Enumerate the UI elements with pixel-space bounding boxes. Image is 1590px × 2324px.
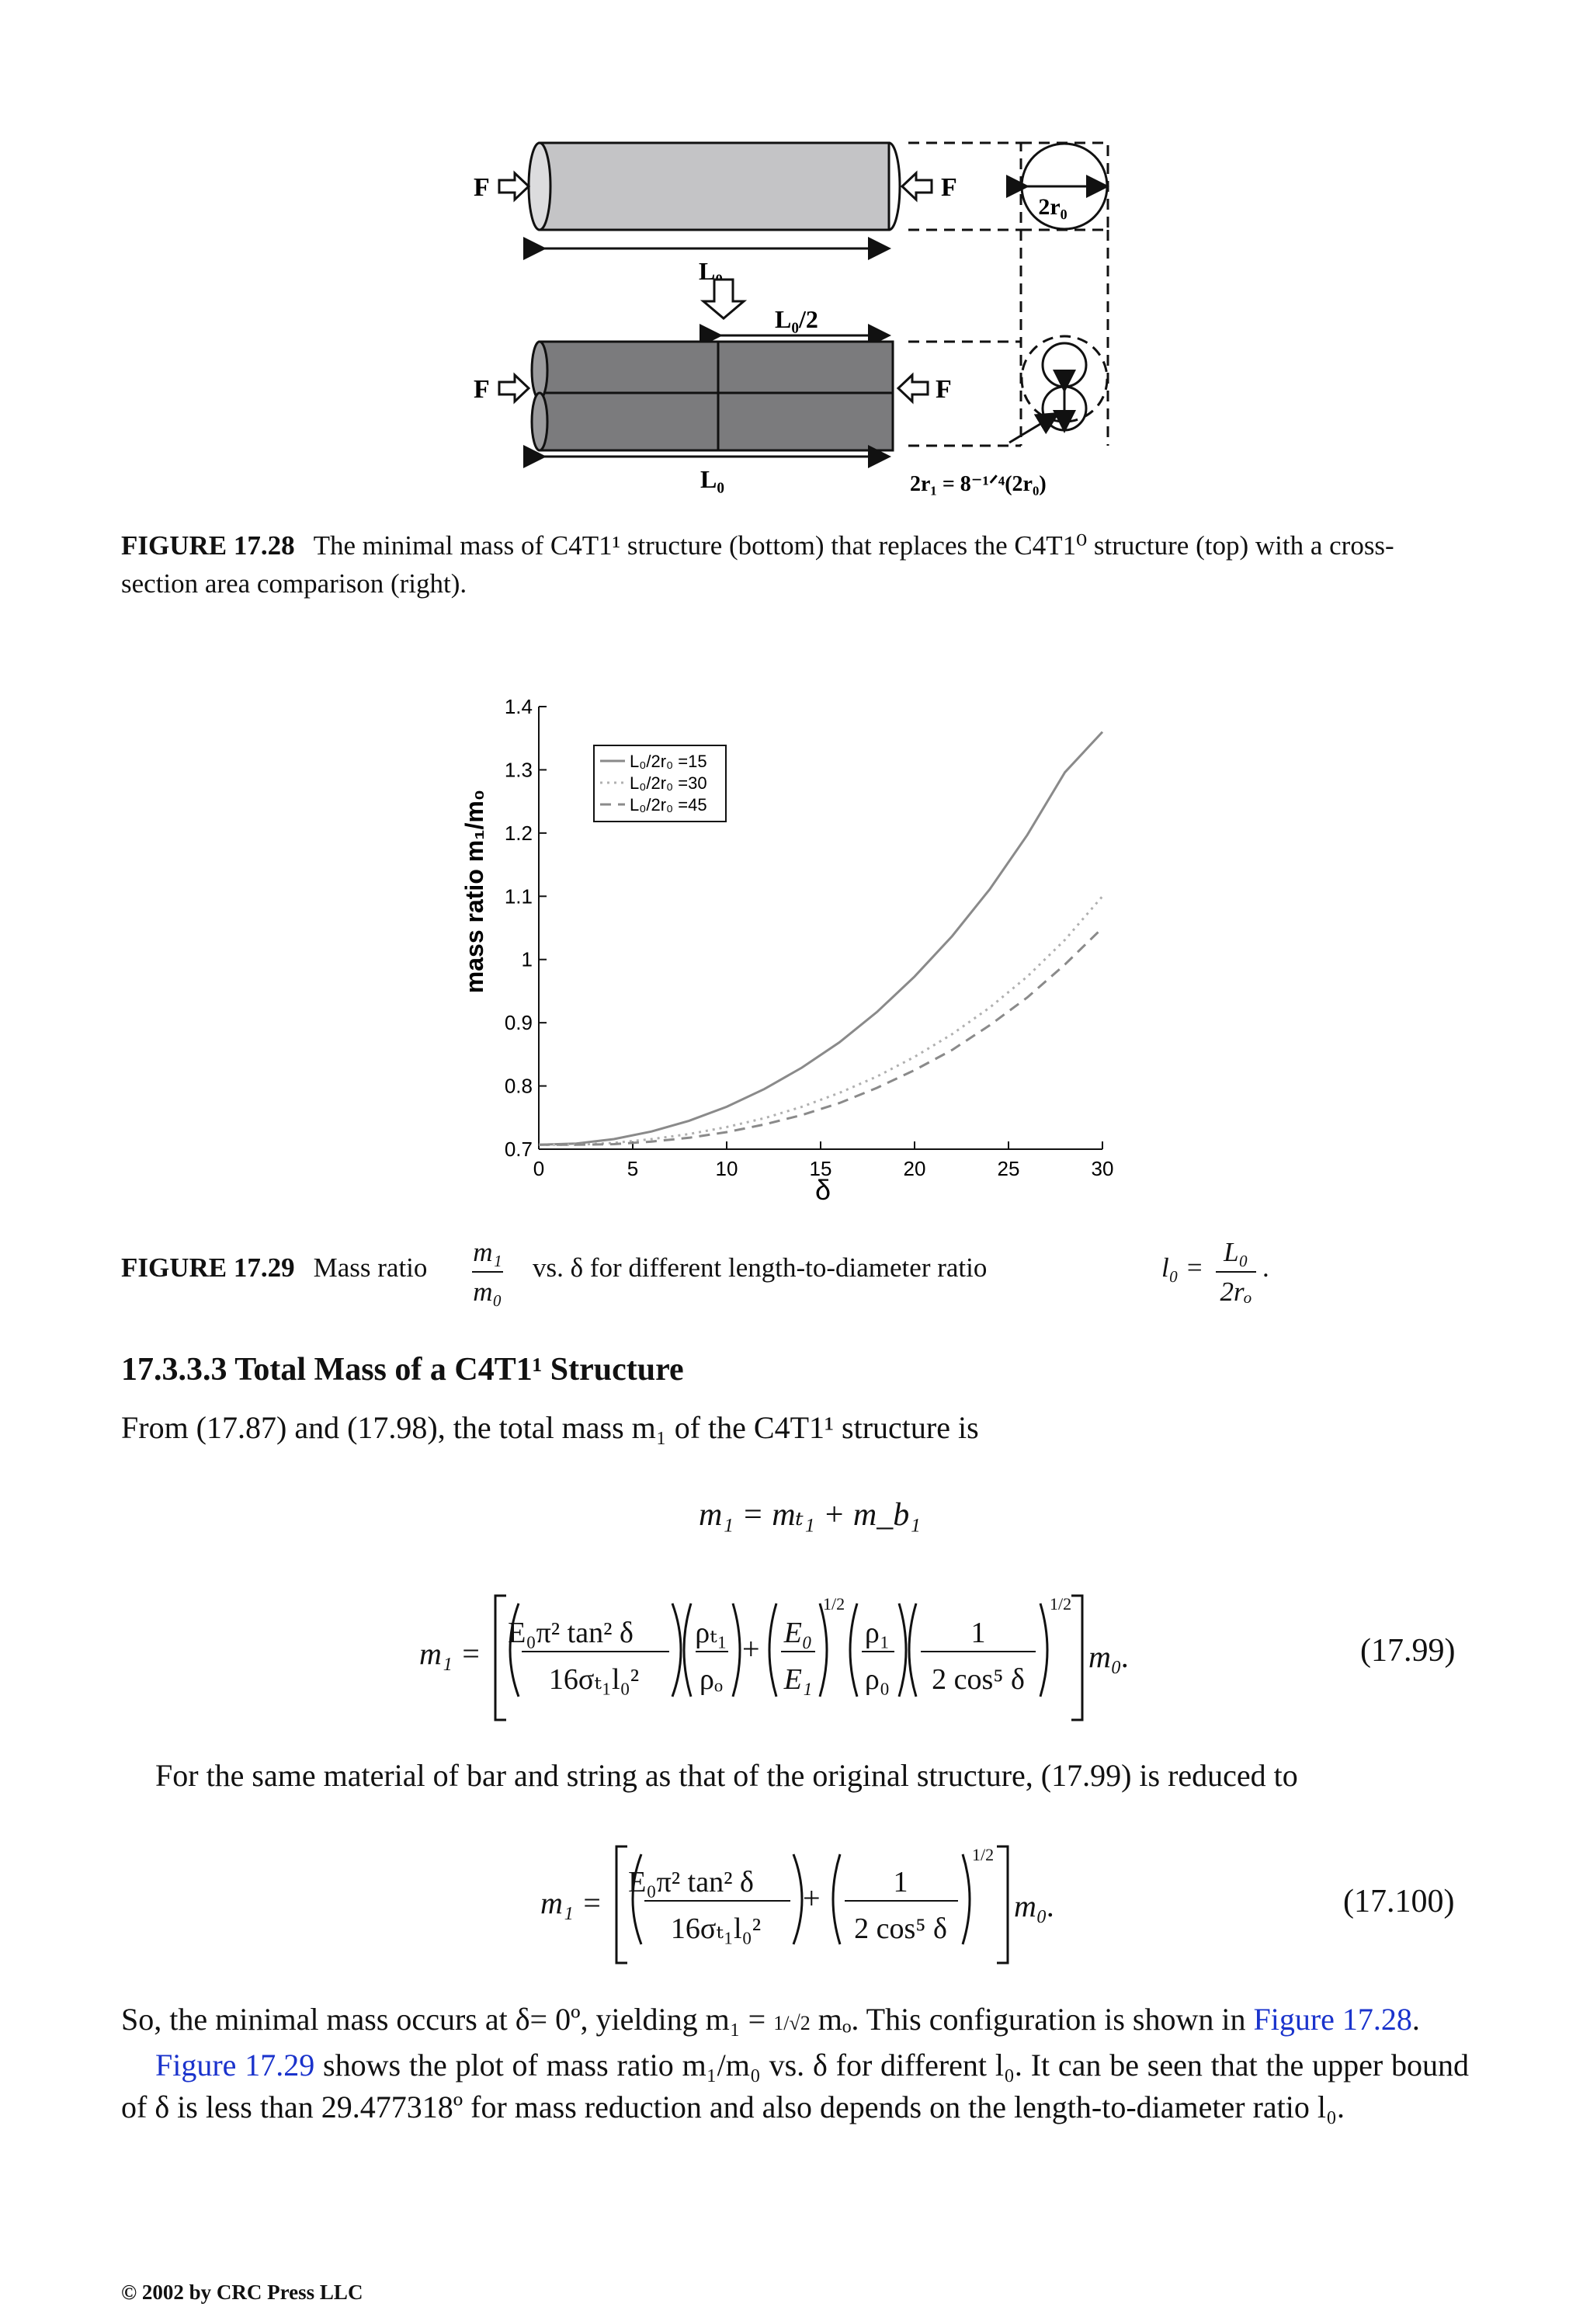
transform-down-arrow xyxy=(703,280,744,318)
equation-mass-sum: m₁ = mₜ₁ + m_b₁ xyxy=(699,1497,921,1533)
p1-fraction: 1/√2 xyxy=(773,2012,811,2034)
x-tick-label: 25 xyxy=(997,1157,1020,1180)
copyright-footer: © 2002 by CRC Press LLC xyxy=(121,2281,363,2304)
figure-17-28-label: FIGURE 17.28 xyxy=(121,530,295,561)
x-tick-label: 30 xyxy=(1091,1157,1114,1180)
caption-fraction-mass xyxy=(472,1233,503,1311)
figure-17-29-caption-c: l₀ = xyxy=(1161,1252,1204,1283)
eq99-rho0: ρ₀ xyxy=(864,1663,890,1696)
figure-17-29-chart xyxy=(435,683,1149,1227)
caption-frac2-den: 2rₒ xyxy=(1220,1277,1252,1307)
eq100-one: 1 xyxy=(893,1866,908,1898)
diameter-label: 2r₀ xyxy=(1038,194,1068,220)
chart-legend xyxy=(594,745,726,822)
y-tick-label: 0.8 xyxy=(504,1074,533,1098)
equation-17-100 xyxy=(536,1832,1095,1972)
eq99-plus: + xyxy=(742,1631,760,1666)
figure-17-29-caption-b: vs. δ for different length-to-diameter ratio xyxy=(533,1252,988,1283)
reduced-diameter-label: 2r₁ = 8⁻¹ᐟ⁴(2r₀) xyxy=(910,472,1047,496)
eq99-E0: E₀ xyxy=(783,1617,813,1649)
eq100-lhs: m₁ = xyxy=(540,1885,602,1920)
eq100-plus: + xyxy=(803,1881,821,1916)
caption-frac-num: m₁ xyxy=(472,1233,503,1273)
eq99-exp-half-b: 1/2 xyxy=(1050,1594,1072,1614)
caption-fraction-length xyxy=(1216,1233,1256,1311)
x-tick-label: 15 xyxy=(809,1157,832,1180)
eq99-rho1: ρ₁ xyxy=(864,1617,890,1649)
eq99-one: 1 xyxy=(970,1617,986,1649)
eq99-exp-half-a: 1/2 xyxy=(823,1594,845,1614)
x-tick-label: 10 xyxy=(715,1157,738,1180)
figure-17-29-label: FIGURE 17.29 xyxy=(121,1252,295,1283)
y-tick-label: 1.1 xyxy=(504,884,533,908)
legend-entry: L₀/2r₀ =45 xyxy=(630,795,707,815)
eq99-term1-den: 16σₜ₁l₀² xyxy=(548,1663,640,1696)
eq99-cos-den: 2 cos⁵ δ xyxy=(932,1663,1025,1696)
length-label-top: L₀ xyxy=(699,257,723,285)
force-arrow-right-top xyxy=(902,173,932,200)
bottom-cylinder-bundle xyxy=(532,342,893,450)
figure-17-28-caption-text: The minimal mass of C4T1¹ structure (bottom) that replaces the C4T1⁰ structure (top) with a cross-section area comparison (right). xyxy=(121,530,1394,599)
y-tick-label: 0.7 xyxy=(504,1138,533,1161)
y-tick-label: 1.4 xyxy=(504,695,533,718)
x-tick-label: 20 xyxy=(903,1157,926,1180)
legend-entry: L₀/2r₀ =30 xyxy=(630,773,707,793)
figure-17-28-caption xyxy=(121,526,1469,603)
force-arrow-right-bottom xyxy=(898,375,928,401)
y-tick-label: 1.2 xyxy=(504,821,533,845)
section-intro: From (17.87) and (17.98), the total mass m₁ of the C4T1¹ structure is xyxy=(121,1410,979,1445)
paragraph-reduced: For the same material of bar and string as that of the original structure, (17.99) is reduced to xyxy=(155,1758,1298,1793)
x-tick-label: 5 xyxy=(627,1157,639,1180)
link-figure-17-29[interactable]: Figure 17.29 xyxy=(155,2048,315,2083)
force-label-left-bottom: F xyxy=(474,375,490,404)
caption-frac2-num: L₀ xyxy=(1216,1233,1256,1273)
eq99-m0: m₀. xyxy=(1088,1639,1130,1674)
figure-17-29-caption-a: Mass ratio xyxy=(313,1252,428,1283)
y-axis-label: mass ratio m₁/m₀ xyxy=(460,789,488,994)
force-label-left-top: F xyxy=(474,173,490,202)
figure-17-28-diagram xyxy=(450,132,1133,505)
p1-text-a: So, the minimal mass occurs at δ= 0º, yielding m₁ = xyxy=(121,2002,774,2037)
force-label-right-top: F xyxy=(941,173,957,202)
eq100-term1-den: 16σₜ₁l₀² xyxy=(670,1912,762,1945)
x-axis-label: δ xyxy=(814,1174,831,1206)
equation-17-100-number: (17.100) xyxy=(1343,1884,1455,1919)
force-label-right-bottom: F xyxy=(936,375,952,404)
figure-17-29-caption xyxy=(121,1233,1469,1307)
paragraph-minimal-mass xyxy=(121,1999,1469,2128)
eq100-cos-den: 2 cos⁵ δ xyxy=(854,1912,947,1945)
eq99-E1: E₁ xyxy=(783,1663,813,1696)
force-arrow-left-bottom xyxy=(499,375,529,401)
caption-frac-den: m₀ xyxy=(473,1277,502,1307)
series-line-3 xyxy=(539,928,1102,1145)
length-label-bottom: L₀ xyxy=(700,465,724,493)
y-tick-label: 1 xyxy=(521,947,533,971)
series-line-2 xyxy=(539,896,1102,1145)
eq99-rho-o: ρₒ xyxy=(700,1663,723,1696)
force-arrow-left-top xyxy=(499,173,529,200)
p1-text-c: . xyxy=(1411,2002,1420,2037)
figure-17-29-caption-d: . xyxy=(1262,1252,1269,1283)
eq99-lhs: m₁ = xyxy=(419,1636,481,1671)
y-tick-label: 1.3 xyxy=(504,758,533,782)
top-cylinder xyxy=(529,143,900,230)
legend-entry: L₀/2r₀ =15 xyxy=(630,752,707,771)
eq99-term1-num: E₀π² tan² δ xyxy=(508,1617,634,1649)
equation-17-99 xyxy=(404,1580,1211,1728)
eq100-term1-num: E₀π² tan² δ xyxy=(628,1866,754,1898)
p1-text-b: mₒ. This configuration is shown in xyxy=(810,2002,1254,2037)
eq99-rho-t1: ρₜ₁ xyxy=(695,1617,727,1649)
equation-17-99-number: (17.99) xyxy=(1360,1633,1456,1669)
p2-text: shows the plot of mass ratio m₁/m₀ vs. δ for different l₀. It can be seen that the upper bound of δ is less than 29.477318º for mass reduction and also depends on the length-to-diameter ratio l₀. xyxy=(121,2048,1469,2124)
y-tick-label: 0.9 xyxy=(504,1011,533,1035)
section-heading: 17.3.3.3 Total Mass of a C4T1¹ Structure xyxy=(121,1352,684,1388)
x-tick-label: 0 xyxy=(533,1157,545,1180)
link-figure-17-28[interactable]: Figure 17.28 xyxy=(1253,2002,1412,2037)
half-length-label: L₀/2 xyxy=(775,305,818,333)
eq100-exp-half: 1/2 xyxy=(972,1845,995,1864)
eq100-m0: m₀. xyxy=(1014,1888,1055,1923)
